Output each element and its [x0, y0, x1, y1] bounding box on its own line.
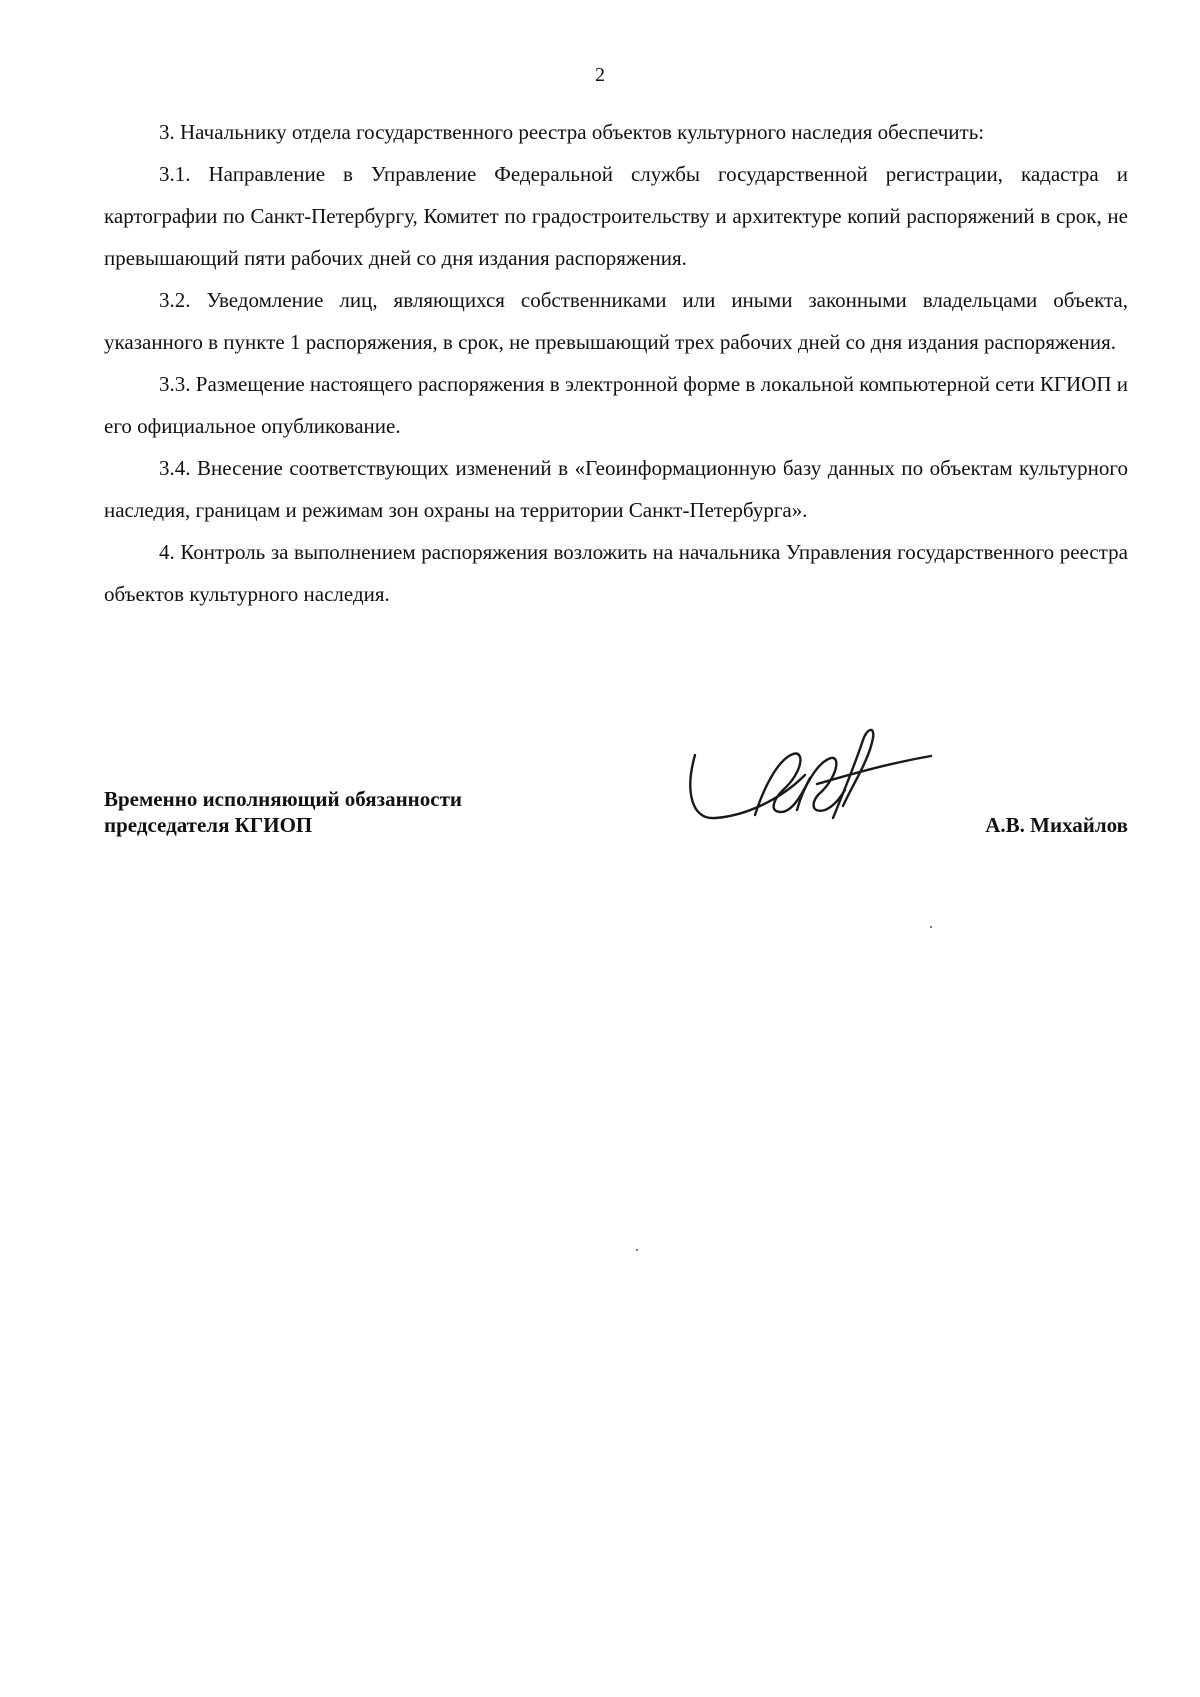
paragraph-3-3: 3.3. Размещение настоящего распоряжения в электронной форме в локальной компьютерной сети КГИОП и его официальное опубликование. — [104, 372, 1128, 438]
handwritten-signature — [685, 720, 935, 840]
paragraph-3: 3. Начальнику отдела государственного реестра объектов культурного наследия обеспечить: — [159, 120, 985, 144]
signer-name: А.В. Михайлов — [985, 813, 1128, 837]
signature-block — [104, 786, 1128, 866]
paragraph-3-1: 3.1. Направление в Управление Федеральной службы государственной регистрации, кадастра и картографии по Санкт-Петербургу, Комитет по градостроительству и архитектуре копий распоряжений в срок, не превышающий пяти рабочих дней со дня издания распоряжения. — [104, 162, 1128, 270]
document-body — [104, 111, 1128, 615]
signer-position-line2: председателя КГИОП — [104, 813, 313, 837]
scan-speck — [930, 926, 932, 928]
paragraph-3-2: 3.2. Уведомление лиц, являющихся собственниками или иными законными владельцами объекта, указанного в пункте 1 распоряжения, в срок, не превышающий трех рабочих дней со дня издания распоряжения. — [104, 288, 1128, 354]
paragraph-4: 4. Контроль за выполнением распоряжения возложить на начальника Управления государственного реестра объектов культурного наследия. — [104, 540, 1128, 606]
signer-position — [104, 786, 462, 838]
page-number: 2 — [595, 64, 605, 86]
scan-speck — [636, 1249, 638, 1251]
paragraph-3-4: 3.4. Внесение соответствующих изменений в «Геоинформационную базу данных по объектам культурного наследия, границам и режимам зон охраны на территории Санкт-Петербурга». — [104, 456, 1128, 522]
signer-position-line1: Временно исполняющий обязанности — [104, 787, 463, 811]
